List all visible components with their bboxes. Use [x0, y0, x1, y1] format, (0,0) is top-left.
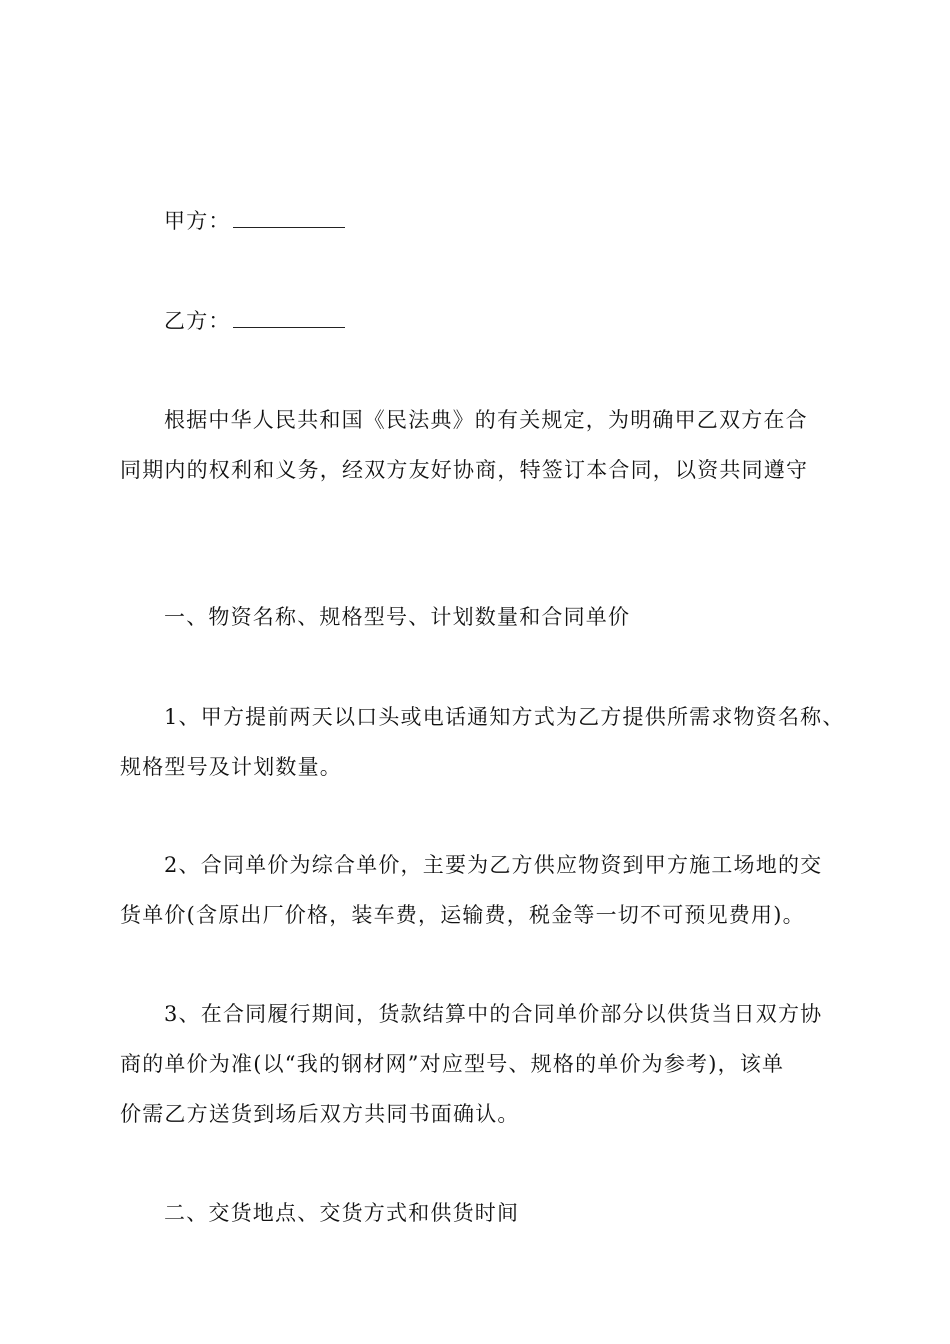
item-1-line-1: 1、甲方提前两天以口头或电话通知方式为乙方提供所需求物资名称、 — [164, 705, 845, 729]
party-b-blank — [233, 309, 345, 328]
item-2-line-1: 2、合同单价为综合单价，主要为乙方供应物资到甲方施工场地的交 — [164, 853, 823, 877]
party-a-line — [164, 207, 884, 235]
item-3-line-3: 价需乙方送货到场后双方共同书面确认。 — [120, 1102, 520, 1126]
item-3-line-1: 3、在合同履行期间，货款结算中的合同单价部分以供货当日双方协 — [164, 1002, 823, 1026]
item-2-line-2: 货单价(含原出厂价格，装车费，运输费，税金等一切不可预见费用)。 — [120, 903, 805, 927]
item-1-line-2: 规格型号及计划数量。 — [120, 755, 342, 779]
intro-line-2: 同期内的权利和义务，经双方友好协商，特签订本合同，以资共同遵守 — [120, 458, 809, 482]
party-b-line — [164, 307, 884, 335]
party-a-label: 甲方： — [164, 209, 231, 233]
item-3-line-2: 商的单价为准(以“我的钢材网”对应型号、规格的单价为参考)，该单 — [120, 1052, 785, 1076]
intro-line-1: 根据中华人民共和国《民法典》的有关规定，为明确甲乙双方在合 — [164, 408, 808, 432]
section-1-heading: 一、物资名称、规格型号、计划数量和合同单价 — [164, 605, 631, 629]
party-a-blank — [233, 209, 345, 228]
section-2-heading: 二、交货地点、交货方式和供货时间 — [164, 1201, 520, 1225]
party-b-label: 乙方： — [164, 309, 231, 333]
